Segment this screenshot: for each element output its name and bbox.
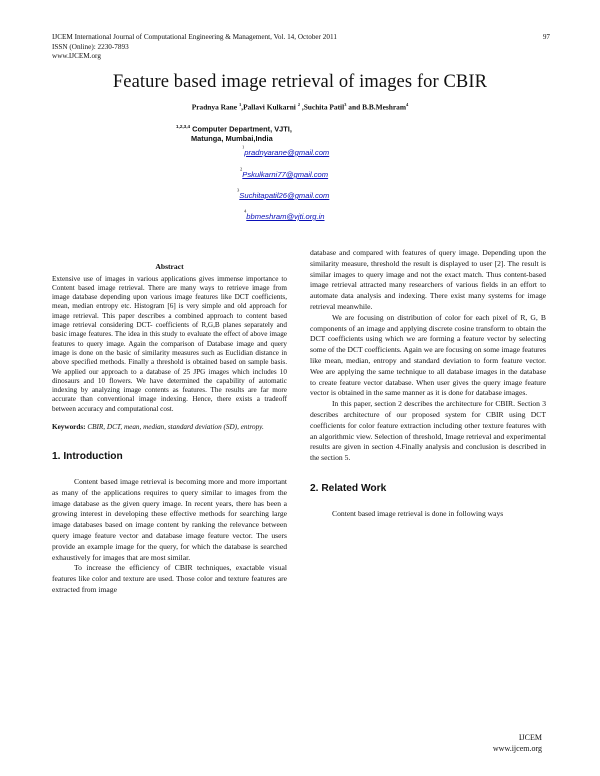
author-2: ,Pallavi Kulkarni [241,102,298,112]
email-link-1[interactable]: pradnyarane@gmail.com [244,148,330,157]
right-paragraph-2: We are focusing on distribution of color for each pixel of R, G, B components of an image and applying discrete cosine transform to obtain the DCT coefficients using which we are forming a feature vector by selecting some of the DCT coefficients. Again we are focusing on some image features like mean, median, entropy and standard deviation to form feature vector. Wee are applying the same technique to all database images in the database to create feature vector database. When user gives the query image feature vector is obtained in the same manner as it is done for database images. [310,312,546,398]
journal-header [52,33,472,62]
paper-title: Feature based image retrieval of images for CBIR [112,72,488,92]
author-4-sup: 4 [406,102,409,107]
footer-org: IJCEM [518,733,542,742]
authors [0,102,600,111]
left-column [52,262,287,596]
journal-line: IJCEM International Journal of Computational Engineering & Management, Vol. 14, October 2011 [52,33,337,41]
journal-website: www.IJCEM.org [52,52,101,61]
abstract-heading: Abstract [155,262,184,271]
email-link-4[interactable]: bbmeshram@vjti.org.in [246,212,325,221]
author-4: and B.B.Meshram [346,102,406,112]
section-heading-related-work: 2. Related Work [310,482,387,494]
right-column [310,248,546,519]
author-3: ,Suchita Patil [300,102,345,112]
email-2: $^2$Pskulkarni77@gmail.com [240,166,329,179]
right-paragraph-3: In this paper, section 2 describes the architecture for CBIR. Section 3 describes architecture of our proposed system for CBIR using DCT coefficients for color feature extraction including other texture features with an algorithmic view. Selection of threshold, Image retrieval and experimental results are given in section 4.Finally analysis and conclusion is described in the section 5. [310,399,546,463]
abstract-text: Extensive use of images in various applications gives immense importance to Content based image retrieval. There are many ways to retrieve image from image database depending upon various image features like DCT coefficients, mean, median entropy etc. Histogram [6] is very simple and old approach for image retrieval. This paper describes a combined approach to content based image retrieval considering DCT- coefficients of R,G,B planes separately and basic image features. The idea in this study to evaluate the effect of above image features to query image. Again the comparison of Database image and query image is done on the basic of similarity measures such as Euclidian distance in above specified methods. Finally a threshold is obtained based on sample basis. We applied our approach to a database of 25 JPG images which includes 10 dinosaurs and 10 flowers. We have determined the capability of automatic indexing by analyzing image contents as features. The results are far more accurate than conventional image indexing. Hence, there exists a tradeoff between accuracy and computational cost. [52,274,287,413]
author-3-sup: 3 [344,102,347,107]
affiliation-line-1: Computer Department, VJTI, [190,124,292,134]
affiliation [176,122,292,144]
affiliation-sup: 1,2,3,4 [176,124,191,129]
email-link-2[interactable]: Pskulkarni77@gmail.com [242,170,329,179]
right-paragraph-1: database and compared with features of query image. Depending upon the similarity measure, threshold the result is displayed to user [2]. The result is similar images to query image and not the exact match. Thus content-based image retrieval attracted many researchers of various fields in an effort to automate data analysis and indexing. There exist many systems for image retrieval meanwhile. [310,248,546,311]
issn: ISSN (Online): 2230-7893 [52,42,129,51]
page-footer [493,732,542,754]
email-link-3[interactable]: Suchitapatil26@gmail.com [239,191,330,200]
intro-paragraph-1: Content based image retrieval is becoming more and more important as many of the applications requires to query similar to images from the image database as the given query image. In recent years, there has been a growing interest in developing these effective methods for searching large image databases based on image content by ranking the relevance between query image feature vector and database image feature vector. The users provide an example image for the query, for which the database is searched exhaustively for images that are most similar. [52,476,287,562]
email-3: $^3$Suchitapatil26@gmail.com [237,187,330,200]
related-work-paragraph-1: Content based image retrieval is done in following ways [332,508,504,518]
section-heading-introduction: 1. Introduction [52,451,123,463]
page-number: 97 [542,33,550,41]
keywords-label: Keywords: [52,423,86,432]
footer-url: www.ijcem.org [492,744,542,753]
author-1: Pradnya Rane [191,102,239,112]
keywords-text: CBIR, DCT, mean, median, standard deviation (SD), entropy. [85,423,264,432]
affiliation-line-2: Matunga, Mumbai,India [191,134,273,144]
keywords [52,423,287,432]
email-4: $^4$bbmeshram@vjti.org.in [244,208,325,221]
intro-paragraph-2: To increase the efficiency of CBIR techniques, exactable visual features like color and texture are used. Those color and texture features are extracted from image [52,563,287,594]
email-1: $^1$pradnyarane@gmail.com [242,144,330,157]
author-1-sup: 1 [238,102,242,107]
author-2-sup: 2 [297,102,300,107]
